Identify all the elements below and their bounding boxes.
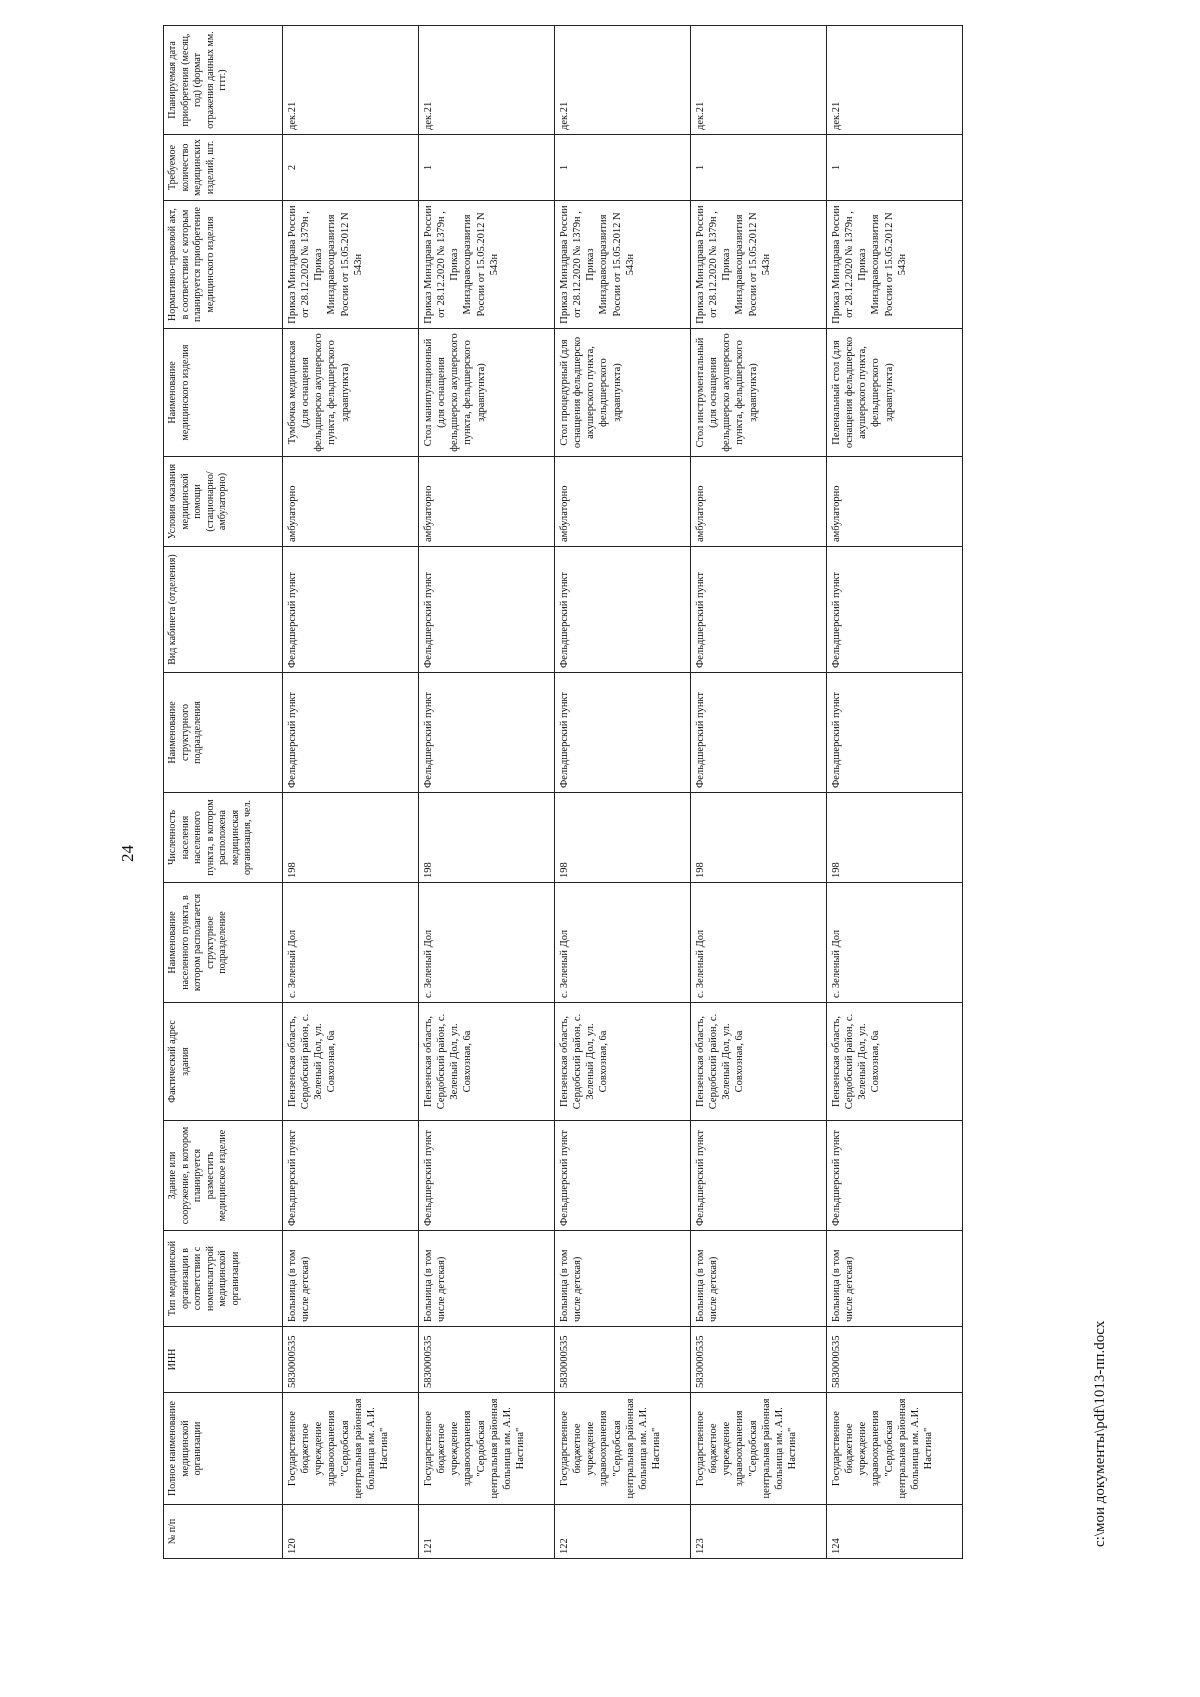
quantity: 1 [419,135,555,201]
org-name: Государственное бюджетное учреждение здравоохранения "Сердобская центральная районная больница им. А.И. Настина" [419,1393,555,1505]
device-name: Стол инструментальный (для оснащения фельдшерско акушерского пункта, фельдшерского здравпункта) [691,329,827,457]
table-row [691,26,827,1559]
row-number: 123 [691,1505,827,1559]
inn: 5830000535 [283,1327,419,1393]
settlement: с. Зеленый Дол [691,883,827,1003]
cabinet: Фельдшерский пункт [283,547,419,673]
population: 198 [419,793,555,883]
regulation: Приказ Минздрава России от 28.12.2020 № 1379н , Приказ Минздравсоцразвития России от 15.05.2012 N 543н [419,201,555,329]
device-name: Стол манипуляционный (для оснащения фельдшерско акушерского пункта, фельдшерского здравпункта) [419,329,555,457]
header-cell: № п/п [164,1505,283,1559]
table-header-row [164,26,283,1559]
address: Пензенская область, Сердобский район, с. Зеленый Дол, ул. Совхозная, 6а [419,1003,555,1121]
settlement: с. Зеленый Дол [555,883,691,1003]
org-name: Государственное бюджетное учреждение здравоохранения "Сердобская центральная районная больница им. А.И. Настина" [691,1393,827,1505]
quantity: 1 [827,135,963,201]
org-type: Больница (в том числе детская) [691,1231,827,1327]
row-number: 124 [827,1505,963,1559]
conditions: амбулаторно [827,457,963,547]
inn: 5830000535 [827,1327,963,1393]
header-cell: Численность населения населенного пункта, в котором расположена медицинская организация, чел. [164,793,283,883]
population: 198 [555,793,691,883]
population: 198 [827,793,963,883]
regulation: Приказ Минздрава России от 28.12.2020 № 1379н , Приказ Минздравсоцразвития России от 15.05.2012 N 543н [691,201,827,329]
population: 198 [283,793,419,883]
org-type: Больница (в том числе детская) [555,1231,691,1327]
cabinet: Фельдшерский пункт [419,547,555,673]
building: Фельдшерский пункт [555,1121,691,1231]
table-row [555,26,691,1559]
inn: 5830000535 [419,1327,555,1393]
device-name: Тумбочка медицинская (для оснащения фельдшерско акушерского пункта, фельдшерского здравпункта) [283,329,419,457]
org-type: Больница (в том числе детская) [283,1231,419,1327]
population: 198 [691,793,827,883]
purchase-date: дек.21 [555,26,691,135]
regulation: Приказ Минздрава России от 28.12.2020 № 1379н , Приказ Минздравсоцразвития России от 15.05.2012 N 543н [555,201,691,329]
org-name: Государственное бюджетное учреждение здравоохранения "Сердобская центральная районная больница им. А.И. Настина" [827,1393,963,1505]
purchase-date: дек.21 [691,26,827,135]
row-number: 122 [555,1505,691,1559]
table-row [283,26,419,1559]
equipment-table [163,25,963,1559]
org-name: Государственное бюджетное учреждение здравоохранения "Сердобская центральная районная больница им. А.И. Настина" [283,1393,419,1505]
header-cell: Вид кабинета (отделения) [164,547,283,673]
table-row [827,26,963,1559]
header-cell: Наименование медицинского изделия [164,329,283,457]
device-name: Стол процедурный (для оснащения фельдшерско акушерского пункта, фельдшерского здравпункта) [555,329,691,457]
header-cell: Фактический адрес здания [164,1003,283,1121]
building: Фельдшерский пункт [827,1121,963,1231]
table-row [419,26,555,1559]
row-number: 121 [419,1505,555,1559]
quantity: 1 [555,135,691,201]
address: Пензенская область, Сердобский район, с. Зеленый Дол, ул. Совхозная, 6а [555,1003,691,1121]
header-cell: Наименование структурного подразделения [164,673,283,793]
building: Фельдшерский пункт [691,1121,827,1231]
cabinet: Фельдшерский пункт [691,547,827,673]
page-number: 24 [118,845,137,862]
address: Пензенская область, Сердобский район, с. Зеленый Дол, ул. Совхозная, 6а [827,1003,963,1121]
purchase-date: дек.21 [283,26,419,135]
org-type: Больница (в том числе детская) [827,1231,963,1327]
header-cell: ИНН [164,1327,283,1393]
conditions: амбулаторно [419,457,555,547]
unit: Фельдшерский пункт [283,673,419,793]
header-cell: Наименование населенного пункта, в котором располагается структурное подразделение [164,883,283,1003]
purchase-date: дек.21 [827,26,963,135]
settlement: с. Зеленый Дол [419,883,555,1003]
address: Пензенская область, Сердобский район, с. Зеленый Дол, ул. Совхозная, 6а [691,1003,827,1121]
header-cell: Здание или сооружение, в котором планируется разместить медицинское изделие [164,1121,283,1231]
settlement: с. Зеленый Дол [283,883,419,1003]
regulation: Приказ Минздрава России от 28.12.2020 № 1379н , Приказ Минздравсоцразвития России от 15.05.2012 N 543н [827,201,963,329]
device-name: Пеленальный стол (для оснащения фельдшерско акушерского пункта, фельдшерского здравпункта) [827,329,963,457]
inn: 5830000535 [555,1327,691,1393]
quantity: 2 [283,135,419,201]
address: Пензенская область, Сердобский район, с. Зеленый Дол, ул. Совхозная, 6а [283,1003,419,1121]
settlement: с. Зеленый Дол [827,883,963,1003]
inn: 5830000535 [691,1327,827,1393]
conditions: амбулаторно [555,457,691,547]
conditions: амбулаторно [283,457,419,547]
quantity: 1 [691,135,827,201]
header-cell: Тип медицинской организации в соответствии с номенклатурой медицинской организации [164,1231,283,1327]
purchase-date: дек.21 [419,26,555,135]
header-cell: Полное наименование медицинской организации [164,1393,283,1505]
org-name: Государственное бюджетное учреждение здравоохранения "Сердобская центральная районная больница им. А.И. Настина" [555,1393,691,1505]
unit: Фельдшерский пункт [827,673,963,793]
header-cell: Требуемое количество медицинских изделий, шт. [164,135,283,201]
cabinet: Фельдшерский пункт [555,547,691,673]
row-number: 120 [283,1505,419,1559]
header-cell: Нормативно-правовой акт, в соответствии с которым планируется приобретение медицинского изделия [164,201,283,329]
unit: Фельдшерский пункт [555,673,691,793]
header-cell: Условия оказания медицинской помощи (стационарно/ амбулаторно) [164,457,283,547]
building: Фельдшерский пункт [419,1121,555,1231]
conditions: амбулаторно [691,457,827,547]
header-cell: Планируемая дата приобретения (месяц, год) (формат отражения данных мм. гггг.) [164,26,283,135]
unit: Фельдшерский пункт [419,673,555,793]
regulation: Приказ Минздрава России от 28.12.2020 № 1379н , Приказ Минздравсоцразвития России от 15.05.2012 N 543н [283,201,419,329]
building: Фельдшерский пункт [283,1121,419,1231]
unit: Фельдшерский пункт [691,673,827,793]
cabinet: Фельдшерский пункт [827,547,963,673]
footer-file-path: c:\мои документы\pdf\1013-пп.docx [1092,1320,1108,1547]
org-type: Больница (в том числе детская) [419,1231,555,1327]
